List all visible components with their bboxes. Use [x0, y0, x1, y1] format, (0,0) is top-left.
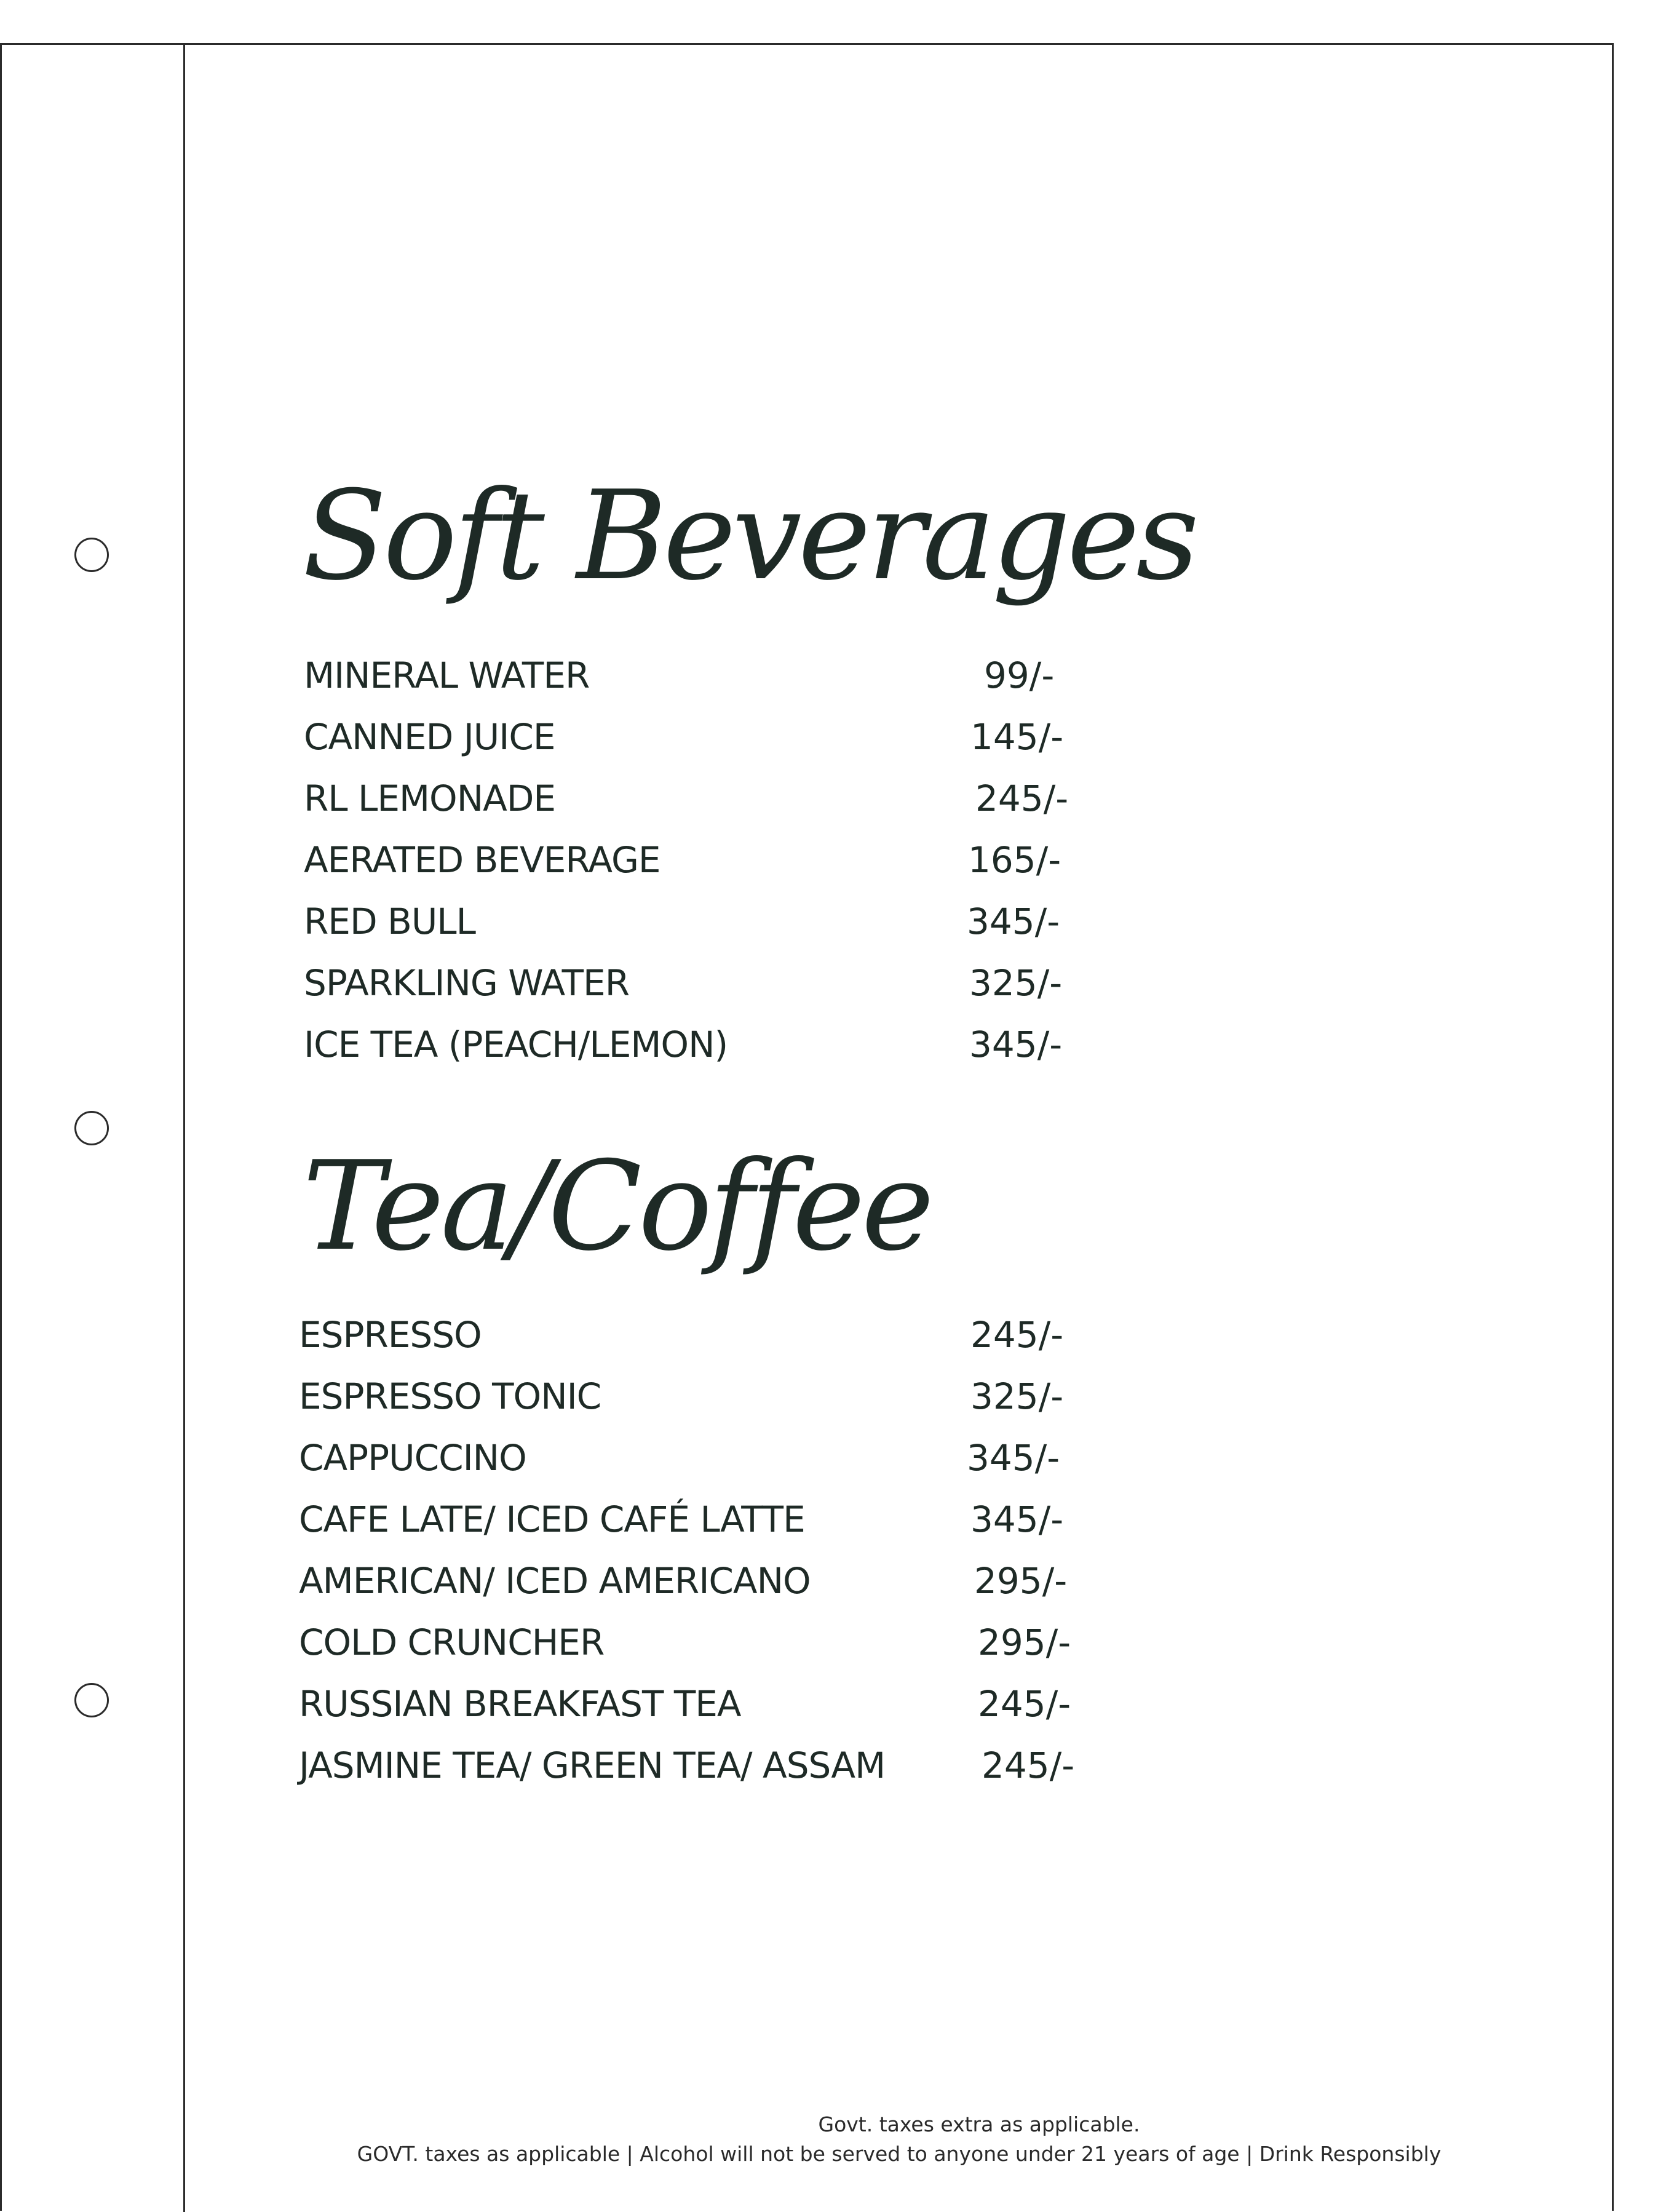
binder-margin-line — [183, 43, 185, 2212]
item-name: ESPRESSO — [299, 1314, 482, 1356]
item-name: JASMINE TEA/ GREEN TEA/ ASSAM — [299, 1745, 886, 1786]
punch-hole-icon — [74, 1683, 109, 1717]
item-name: AERATED BEVERAGE — [304, 839, 660, 881]
item-price: 345/- — [967, 1437, 1060, 1479]
menu-item — [304, 706, 1103, 768]
menu-item — [304, 829, 1103, 891]
item-name: RED BULL — [304, 901, 475, 942]
footer-disclaimer: GOVT. taxes as applicable | Alcohol will not be served to anyone under 21 years of age | Drink Responsibly — [357, 2142, 1442, 2166]
menu-item — [299, 1304, 1098, 1366]
item-name: CAFE LATE/ ICED CAFÉ LATTE — [299, 1498, 805, 1540]
item-name: AMERICAN/ ICED AMERICANO — [299, 1560, 811, 1602]
item-name: RUSSIAN BREAKFAST TEA — [299, 1683, 741, 1725]
item-price: 245/- — [978, 1683, 1071, 1725]
item-name: ESPRESSO TONIC — [299, 1375, 601, 1417]
menu-item — [304, 645, 1103, 706]
punch-hole-icon — [74, 538, 109, 572]
item-price: 325/- — [969, 962, 1063, 1004]
item-name: ICE TEA (PEACH/LEMON) — [304, 1024, 728, 1065]
menu-item — [304, 952, 1103, 1014]
soft-beverages-list — [304, 645, 1103, 1075]
item-price: 99/- — [984, 654, 1055, 696]
punch-hole-icon — [74, 1111, 109, 1145]
menu-item — [304, 1014, 1103, 1075]
menu-item — [299, 1366, 1098, 1427]
page-border — [0, 43, 1614, 2211]
menu-item — [299, 1673, 1098, 1735]
item-price: 345/- — [969, 1024, 1063, 1065]
tea-coffee-list — [299, 1304, 1098, 1796]
item-price: 245/- — [975, 778, 1069, 819]
item-name: SPARKLING WATER — [304, 962, 630, 1004]
menu-item — [299, 1489, 1098, 1550]
item-price: 165/- — [968, 839, 1061, 881]
menu-item — [299, 1735, 1098, 1796]
menu-item — [299, 1612, 1098, 1673]
item-price: 295/- — [974, 1560, 1068, 1602]
item-price: 145/- — [970, 716, 1064, 758]
item-price: 295/- — [978, 1621, 1071, 1663]
item-name: CANNED JUICE — [304, 716, 555, 758]
menu-item — [299, 1550, 1098, 1612]
menu-item — [304, 768, 1103, 829]
menu-item — [304, 891, 1103, 952]
item-name: CAPPUCCINO — [299, 1437, 526, 1479]
item-price: 245/- — [970, 1314, 1064, 1356]
item-name: MINERAL WATER — [304, 654, 590, 696]
section-title-soft-beverages: Soft Beverages — [303, 464, 1196, 608]
menu-item — [299, 1427, 1098, 1489]
item-name: COLD CRUNCHER — [299, 1621, 605, 1663]
item-name: RL LEMONADE — [304, 778, 556, 819]
section-title-tea-coffee: Tea/Coffee — [303, 1135, 931, 1278]
item-price: 345/- — [970, 1498, 1064, 1540]
item-price: 345/- — [967, 901, 1060, 942]
footer-tax-note: Govt. taxes extra as applicable. — [818, 2112, 1140, 2136]
item-price: 325/- — [970, 1375, 1064, 1417]
item-price: 245/- — [982, 1745, 1075, 1786]
